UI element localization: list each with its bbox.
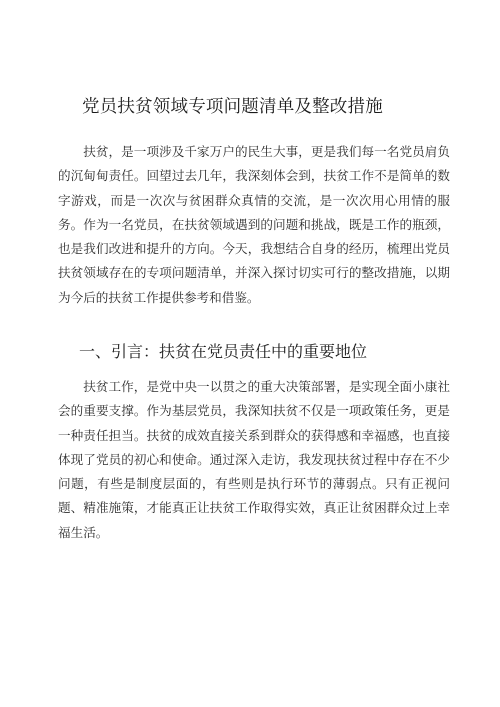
intro-paragraph: 扶贫，是一项涉及千家万户的民生大事，更是我们每一名党员肩负的沉甸甸责任。回望过去几年，我深刻体会到，扶贫工作不是简单的数字游戏，而是一次次与贫困群众真情的交流，是一次次用心用情的服务。作为一名党员，在扶贫领域遇到的问题和挑战，既是工作的瓶颈，也是我们改进和提升的方向。今天，我想结合自身的经历，梳理出党员扶贫领域存在的专项问题清单，并深入探讨切实可行的整改措施，以期为今后的扶贫工作提供参考和借鉴。	[58, 144, 450, 305]
section-paragraph: 扶贫工作，是党中央一以贯之的重大决策部署，是实现全面小康社会的重要支撑。作为基层党员，我深知扶贫不仅是一项政策任务，更是一种责任担当。扶贫的成效直接关系到群众的获得感和幸福感，也直接体现了党员的初心和使命。通过深入走访，我发现扶贫过程中存在不少问题，有些是制度层面的，有些则是执行环节的薄弱点。只有正视问题、精准施策，才能真正让扶贫工作取得实效，真正让贫困群众过上幸福生活。	[58, 379, 450, 540]
document-title: 党员扶贫领域专项问题清单及整改措施	[82, 97, 383, 117]
section-heading: 一、引言：扶贫在党员责任中的重要地位	[79, 342, 368, 361]
